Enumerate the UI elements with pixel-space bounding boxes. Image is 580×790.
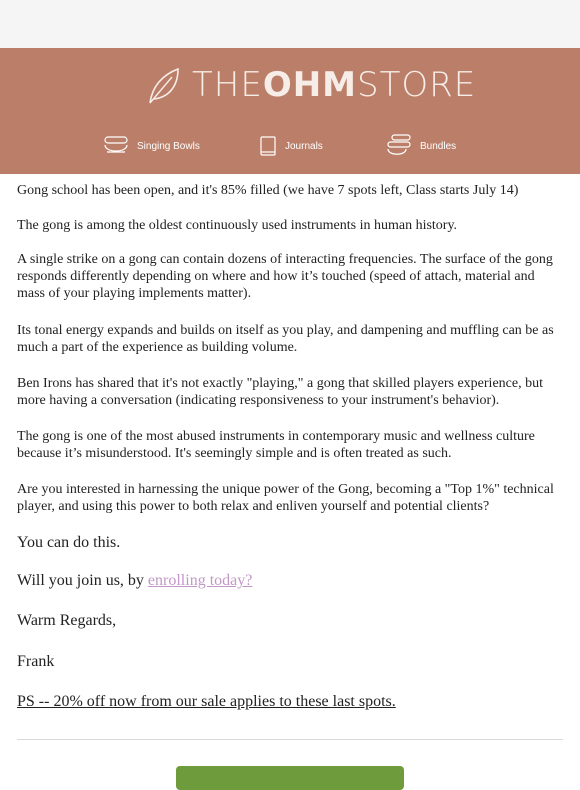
paragraph-history: The gong is among the oldest continuously used instruments in human history. [17, 218, 458, 233]
divider [17, 739, 563, 740]
paragraph-tonal-energy: Its tonal energy expands and builds on itself as you play, and dampening and muffling can be as much a part of the experience as building volume. [17, 323, 554, 355]
bundle-icon [386, 134, 412, 158]
paragraph-frequencies: A single strike on a gong can contain dozens of interacting frequencies. The surface of the gong responds differently depending on where and how it’s touched (speed of attach, material and mass of your playing implements matter). [17, 252, 553, 301]
postscript-link[interactable]: PS -- 20% off now from our sale applies to these last spots. [17, 693, 396, 710]
nav-singing-bowls[interactable] [103, 134, 200, 158]
signature: Frank [17, 653, 55, 670]
enroll-link[interactable]: enrolling today? [147, 572, 253, 589]
paragraph-conversation: Ben Irons has shared that it's not exactly "playing," a gong that skilled players experience, but more having a conversation (indicating responsiveness to your instrument's behavior). [17, 376, 543, 408]
brand-name: THEOHMSTORE [192, 65, 477, 105]
paragraph-misunderstood: The gong is one of the most abused instruments in contemporary music and wellness culture because it’s misunderstood. It's seemingly simple and is often treated as such. [17, 429, 535, 461]
nav-journals[interactable] [259, 134, 323, 158]
nav-bundles[interactable] [386, 134, 456, 158]
paragraph-join: Will you join us, by enrolling today? [17, 572, 253, 589]
nav-journals-label: Journals [285, 140, 323, 152]
nav-bundles-label: Bundles [420, 140, 457, 152]
paragraph-enrollment-status: Gong school has been open, and it's 85% filled (we have 7 spots left, Class starts July 14) [17, 183, 519, 198]
paragraph-can-do: You can do this. [17, 534, 121, 551]
top-bar [0, 0, 580, 49]
postscript[interactable] [17, 692, 565, 711]
nav-singing-bowls-label: Singing Bowls [137, 140, 200, 152]
closing-regards: Warm Regards, [17, 612, 117, 629]
singing-bowl-icon [103, 135, 129, 157]
paragraph-question: Are you interested in harnessing the unique power of the Gong, becoming a "Top 1%" technical player, and using this power to both relax and enliven yourself and potential clients? [17, 482, 554, 514]
cta-button[interactable] [176, 766, 404, 790]
leaf-icon [146, 65, 182, 105]
brand-logo[interactable] [146, 64, 476, 106]
journal-icon [259, 135, 277, 157]
